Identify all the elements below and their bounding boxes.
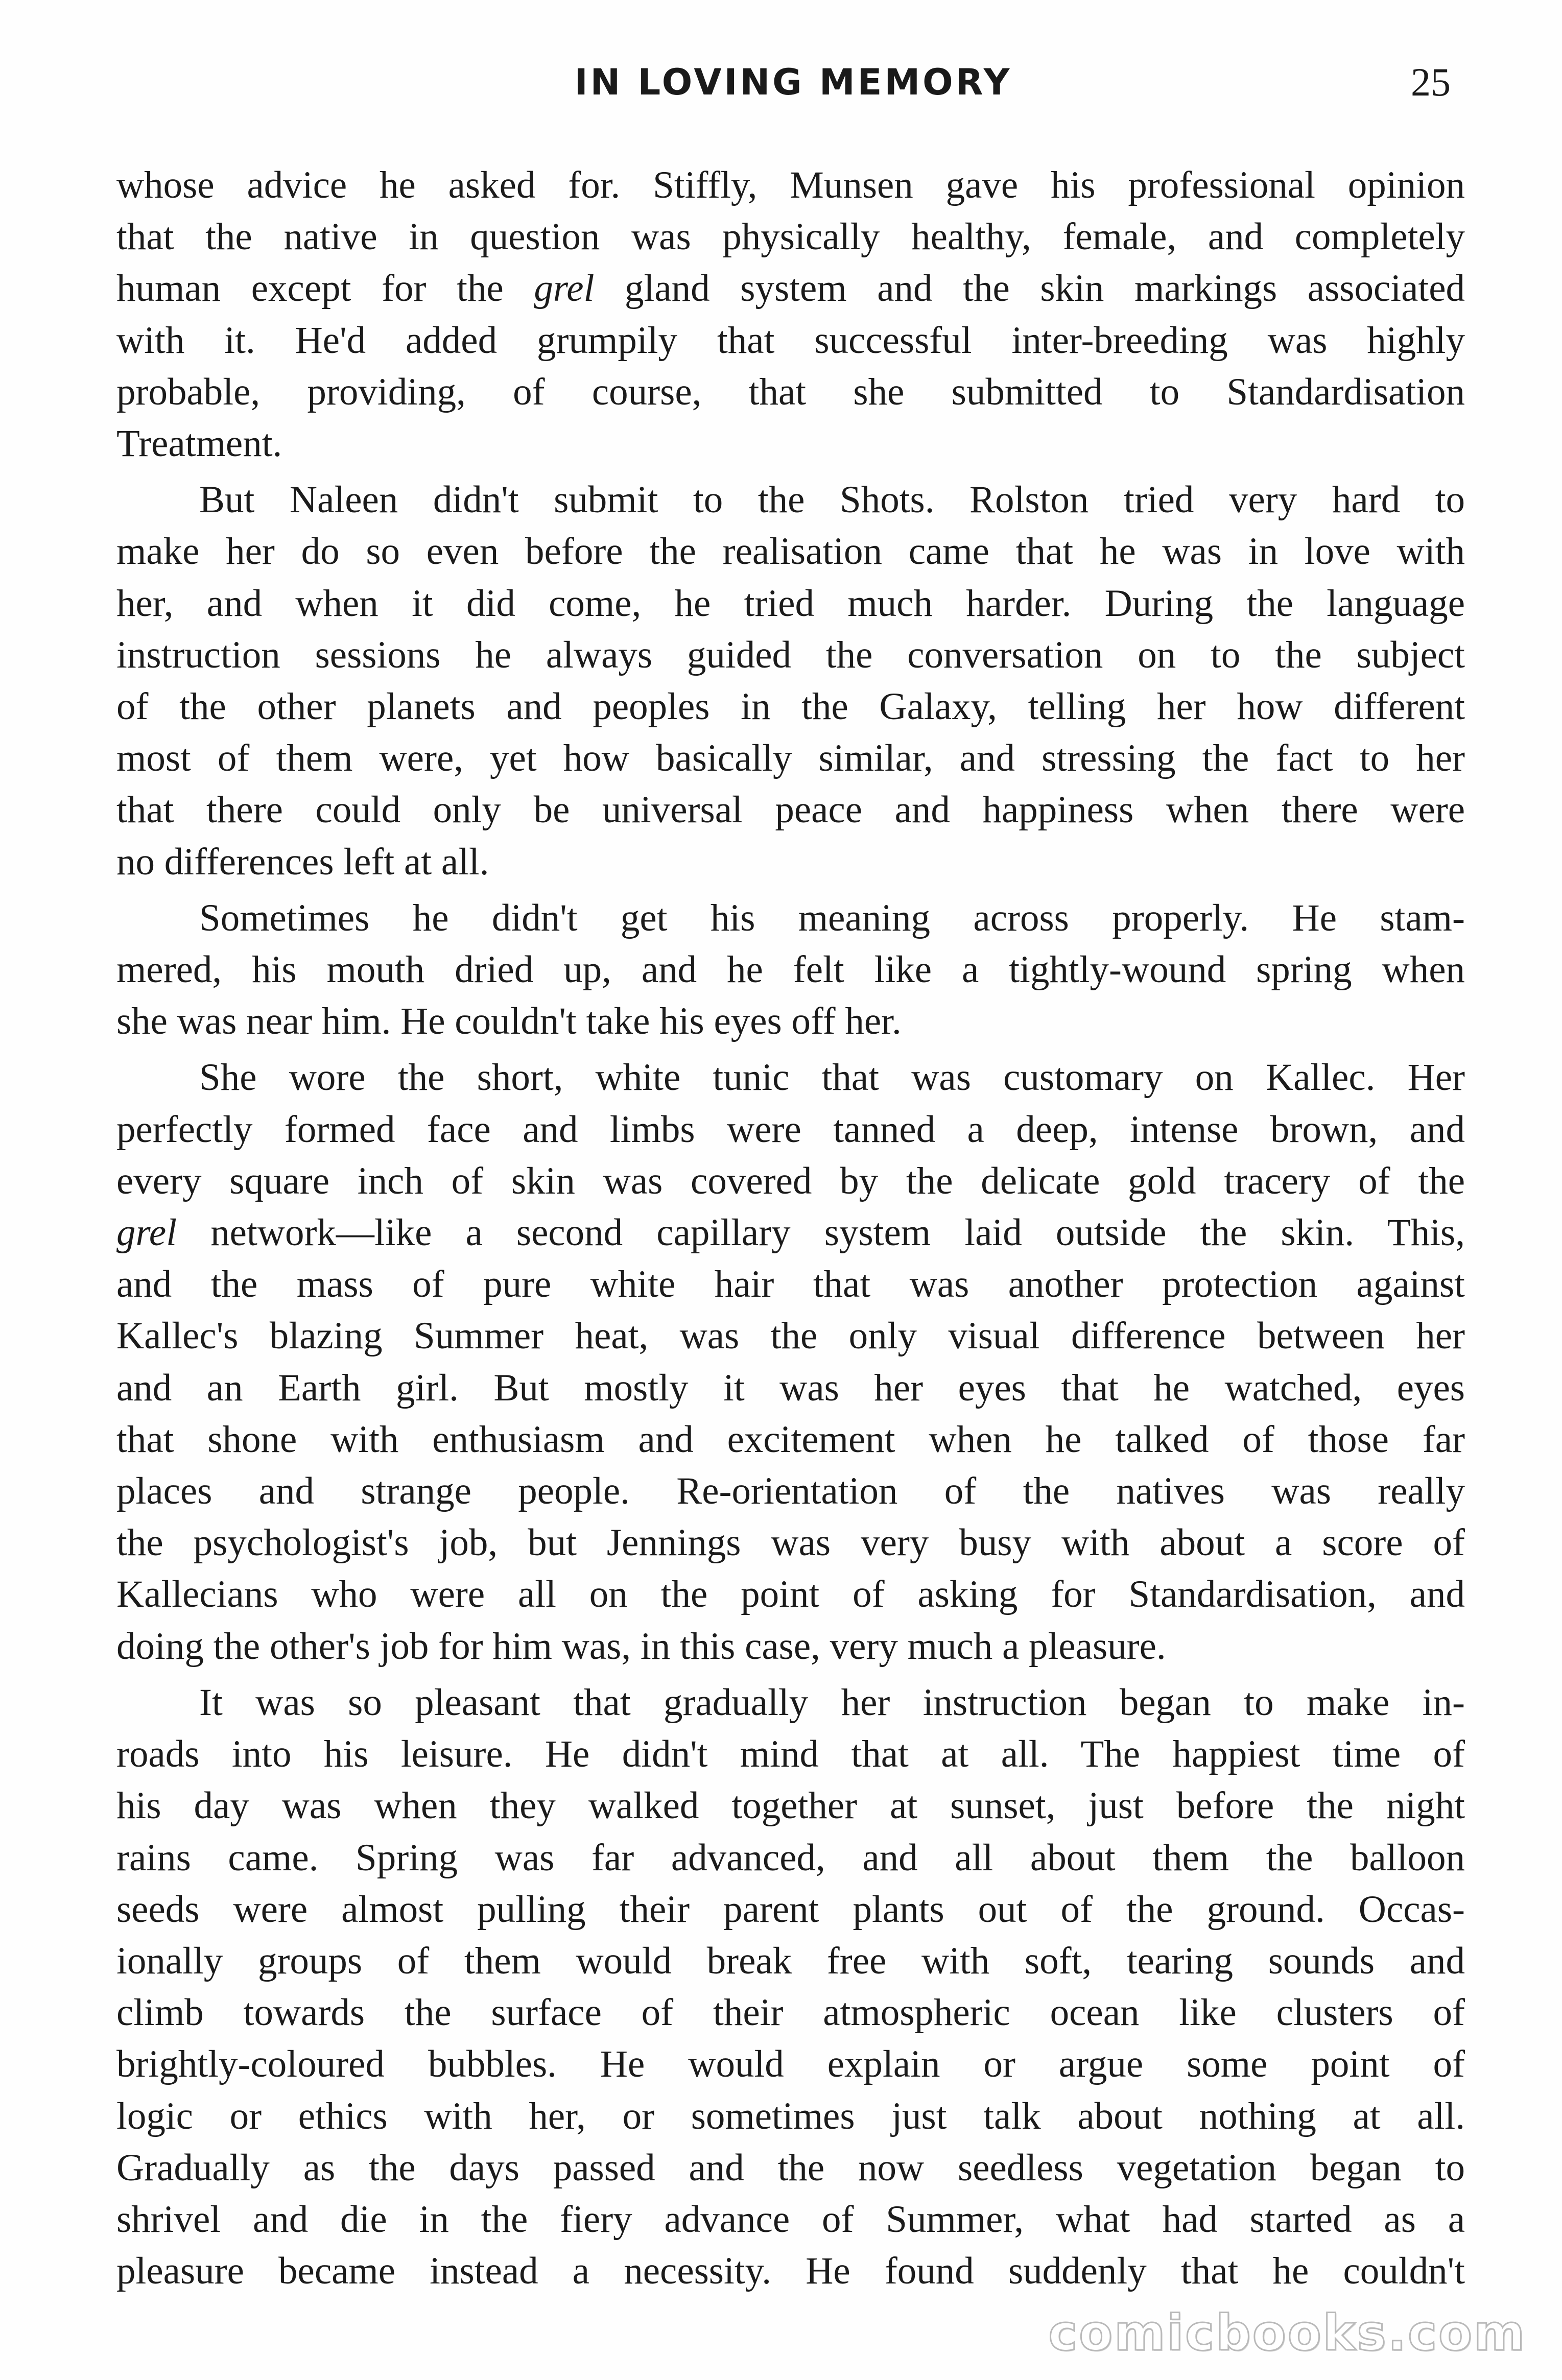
paragraph-3 xyxy=(116,892,1465,1048)
text-line: her, and when it did come, he tried much harder. During the language xyxy=(116,582,1465,625)
text-line: It was so pleasant that gradually her instruction began to make in- xyxy=(199,1681,1465,1724)
running-title: IN LOVING MEMORY xyxy=(574,61,1012,103)
text-line: mered, his mouth dried up, and he felt like a tightly-wound spring when xyxy=(116,948,1465,991)
text-line: grel network—like a second capillary system laid outside the skin. This, xyxy=(116,1211,1465,1254)
text-line: that shone with enthusiasm and excitement when he talked of those far xyxy=(116,1418,1465,1461)
text-line: places and strange people. Re-orientation of the natives was really xyxy=(116,1470,1465,1513)
text-line: that there could only be universal peace and happiness when there were xyxy=(116,789,1465,831)
running-head xyxy=(116,51,1470,112)
paragraph-5 xyxy=(116,1677,1465,2297)
text-line: the psychologist's job, but Jennings was very busy with about a score of xyxy=(116,1521,1465,1564)
body-text xyxy=(116,159,1465,2297)
text-line: rains came. Spring was far advanced, and all about them the balloon xyxy=(116,1836,1465,1879)
text-line: Kallec's blazing Summer heat, was the only visual difference between her xyxy=(116,1315,1465,1358)
text-line: his day was when they walked together at sunset, just before the night xyxy=(116,1784,1465,1827)
text-line: doing the other's job for him was, in this case, very much a pleasure. xyxy=(116,1625,1166,1668)
paragraph-4 xyxy=(116,1052,1465,1672)
text-line: seeds were almost pulling their parent plants out of the ground. Occas- xyxy=(116,1888,1465,1931)
paragraph-2 xyxy=(116,474,1465,888)
page-number: 25 xyxy=(1411,60,1451,104)
text-line: she was near him. He couldn't take his eyes off her. xyxy=(116,1000,902,1043)
text-line: logic or ethics with her, or sometimes just talk about nothing at all. xyxy=(116,2095,1465,2137)
text-line: most of them were, yet how basically similar, and stressing the fact to her xyxy=(116,737,1465,780)
text-line: that the native in question was physically healthy, female, and completely xyxy=(116,216,1465,258)
watermark: comicbooks.com xyxy=(1048,2304,1526,2362)
text-line: probable, providing, of course, that she submitted to Standardisation xyxy=(116,370,1465,413)
text-line: every square inch of skin was covered by the delicate gold tracery of the xyxy=(116,1159,1465,1202)
text-line: perfectly formed face and limbs were tanned a deep, intense brown, and xyxy=(116,1108,1465,1151)
text-line: and the mass of pure white hair that was another protection against xyxy=(116,1263,1465,1306)
text-line: with it. He'd added grumpily that successful inter-breeding was highly xyxy=(116,319,1465,362)
text-line: But Naleen didn't submit to the Shots. Rolston tried very hard to xyxy=(199,479,1465,521)
text-line: pleasure became instead a necessity. He found suddenly that he couldn't xyxy=(116,2250,1465,2293)
text-line: human except for the grel gland system and the skin markings associated xyxy=(116,267,1465,310)
text-line: Treatment. xyxy=(116,422,282,465)
text-line: roads into his leisure. He didn't mind that at all. The happiest time of xyxy=(116,1733,1465,1776)
text-line: ionally groups of them would break free with soft, tearing sounds and xyxy=(116,1939,1465,1982)
text-line: whose advice he asked for. Stiffly, Munsen gave his professional opinion xyxy=(116,164,1465,206)
text-line: shrivel and die in the fiery advance of Summer, what had started as a xyxy=(116,2198,1465,2241)
text-line: and an Earth girl. But mostly it was her eyes that he watched, eyes xyxy=(116,1366,1465,1409)
text-line: Kallecians who were all on the point of asking for Standardisation, and xyxy=(116,1573,1465,1616)
text-line: no differences left at all. xyxy=(116,840,489,883)
text-line: Sometimes he didn't get his meaning across properly. He stam- xyxy=(199,896,1465,939)
text-line: make her do so even before the realisation came that he was in love with xyxy=(116,530,1465,573)
text-line: instruction sessions he always guided the conversation on to the subject xyxy=(116,633,1465,676)
text-line: of the other planets and peoples in the Galaxy, telling her how different xyxy=(116,685,1465,728)
text-line: She wore the short, white tunic that was customary on Kallec. Her xyxy=(199,1056,1465,1099)
text-line: climb towards the surface of their atmospheric ocean like clusters of xyxy=(116,1991,1465,2034)
text-line: brightly-coloured bubbles. He would explain or argue some point of xyxy=(116,2043,1465,2086)
text-line: Gradually as the days passed and the now seedless vegetation began to xyxy=(116,2146,1465,2189)
paragraph-1 xyxy=(116,159,1465,469)
